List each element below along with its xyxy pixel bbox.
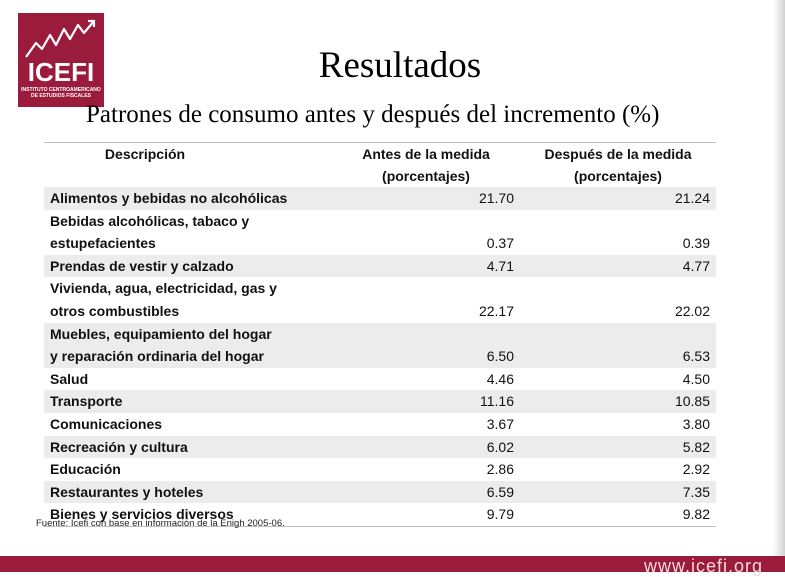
row-despues-value: 9.82 [520,503,716,526]
row-despues-value: 22.02 [674,302,710,319]
logo-name: ICEFI [27,57,95,87]
row-despues-value: 5.82 [520,436,716,459]
table-row [44,368,716,391]
table-header-row [44,143,716,188]
table-row [44,277,716,322]
row-antes-value: 4.71 [332,255,520,278]
row-antes-value: 0.37 [486,235,514,252]
row-despues-value: 6.53 [520,323,716,368]
row-description-line1: Bienes y servicios diversos [50,506,234,523]
row-description [44,436,332,459]
row-description-line1: Transporte [50,393,123,410]
row-despues-value: 10.85 [520,390,716,413]
logo-subtitle: INSTITUTO CENTROAMERICANO DE ESTUDIOS FISCALES [21,87,101,99]
footer-url: www.icefi.org [643,556,763,576]
row-description [44,368,332,391]
row-description [44,481,332,504]
header-despues-line1: Después de la medida [544,146,692,162]
table-row [44,187,716,210]
row-description-line2: otros combustibles [50,302,180,319]
header-despues-line2: (porcentajes) [574,168,662,184]
table-body [44,187,716,526]
slide-subtitle: Patrones de consumo antes y después del incremento (%) [86,101,660,128]
row-description-line1: Prendas de vestir y calzado [50,257,234,274]
row-antes-value: 9.79 [332,503,520,526]
row-description-line1: Muebles, equipamiento del hogar [50,325,272,342]
row-antes-value: 4.46 [486,370,514,387]
table-row [44,413,716,436]
row-despues-value: 2.92 [682,461,710,478]
table-row [44,210,716,255]
row-antes-value: 2.86 [486,461,514,478]
row-description-line2: estupefacientes [50,235,156,252]
row-description [44,390,332,413]
table-row [44,436,716,459]
header-antes-line1: Antes de la medida [362,146,490,162]
row-antes-value: 6.02 [332,436,520,459]
row-description-line2: y reparación ordinaria del hogar [50,348,264,365]
row-description-line1: Salud [50,370,89,387]
row-antes-value: 21.70 [332,187,520,210]
row-description-line1: Comunicaciones [50,415,163,432]
row-description [44,413,332,436]
slide-title: Resultados [318,45,482,86]
row-description-line1: Educación [50,461,121,478]
table-row [44,255,716,278]
row-description [44,187,332,210]
row-despues-value: 7.35 [520,481,716,504]
header-descripcion-label: Descripción [104,146,186,162]
consumption-table [44,142,716,527]
row-despues-value: 21.24 [520,187,716,210]
row-description [44,210,332,255]
source-note: Fuente: Icefi con base en información de la Enigh 2005-06. [36,518,285,529]
row-description-line1: Alimentos y bebidas no alcohólicas [50,190,288,206]
table-row [44,481,716,504]
row-despues-value: 4.77 [520,255,716,278]
row-antes-value: 6.59 [332,481,520,504]
header-despues [520,143,716,188]
row-despues-value: 3.80 [682,415,710,432]
header-descripcion [44,143,332,188]
table-row [44,458,716,481]
row-description [44,277,332,322]
row-antes-value: 6.50 [332,323,520,368]
row-description-line1: Bebidas alcohólicas, tabaco y [50,212,250,229]
row-antes-value: 11.16 [332,390,520,413]
header-antes [332,143,520,188]
header-antes-line2: (porcentajes) [382,168,470,184]
footer-bar [0,556,785,576]
table-row [44,390,716,413]
row-description-line1: Vivienda, agua, electricidad, gas y [50,280,277,297]
row-despues-value: 0.39 [682,235,710,252]
row-description [44,458,332,481]
row-description [44,255,332,278]
row-antes-value: 22.17 [478,302,514,319]
table-row [44,323,716,368]
row-description-line1: Recreación y cultura [50,438,188,455]
row-antes-value: 3.67 [486,415,514,432]
row-despues-value: 4.50 [682,370,710,387]
row-description-line1: Restaurantes y hoteles [50,483,204,500]
row-description [44,323,332,368]
